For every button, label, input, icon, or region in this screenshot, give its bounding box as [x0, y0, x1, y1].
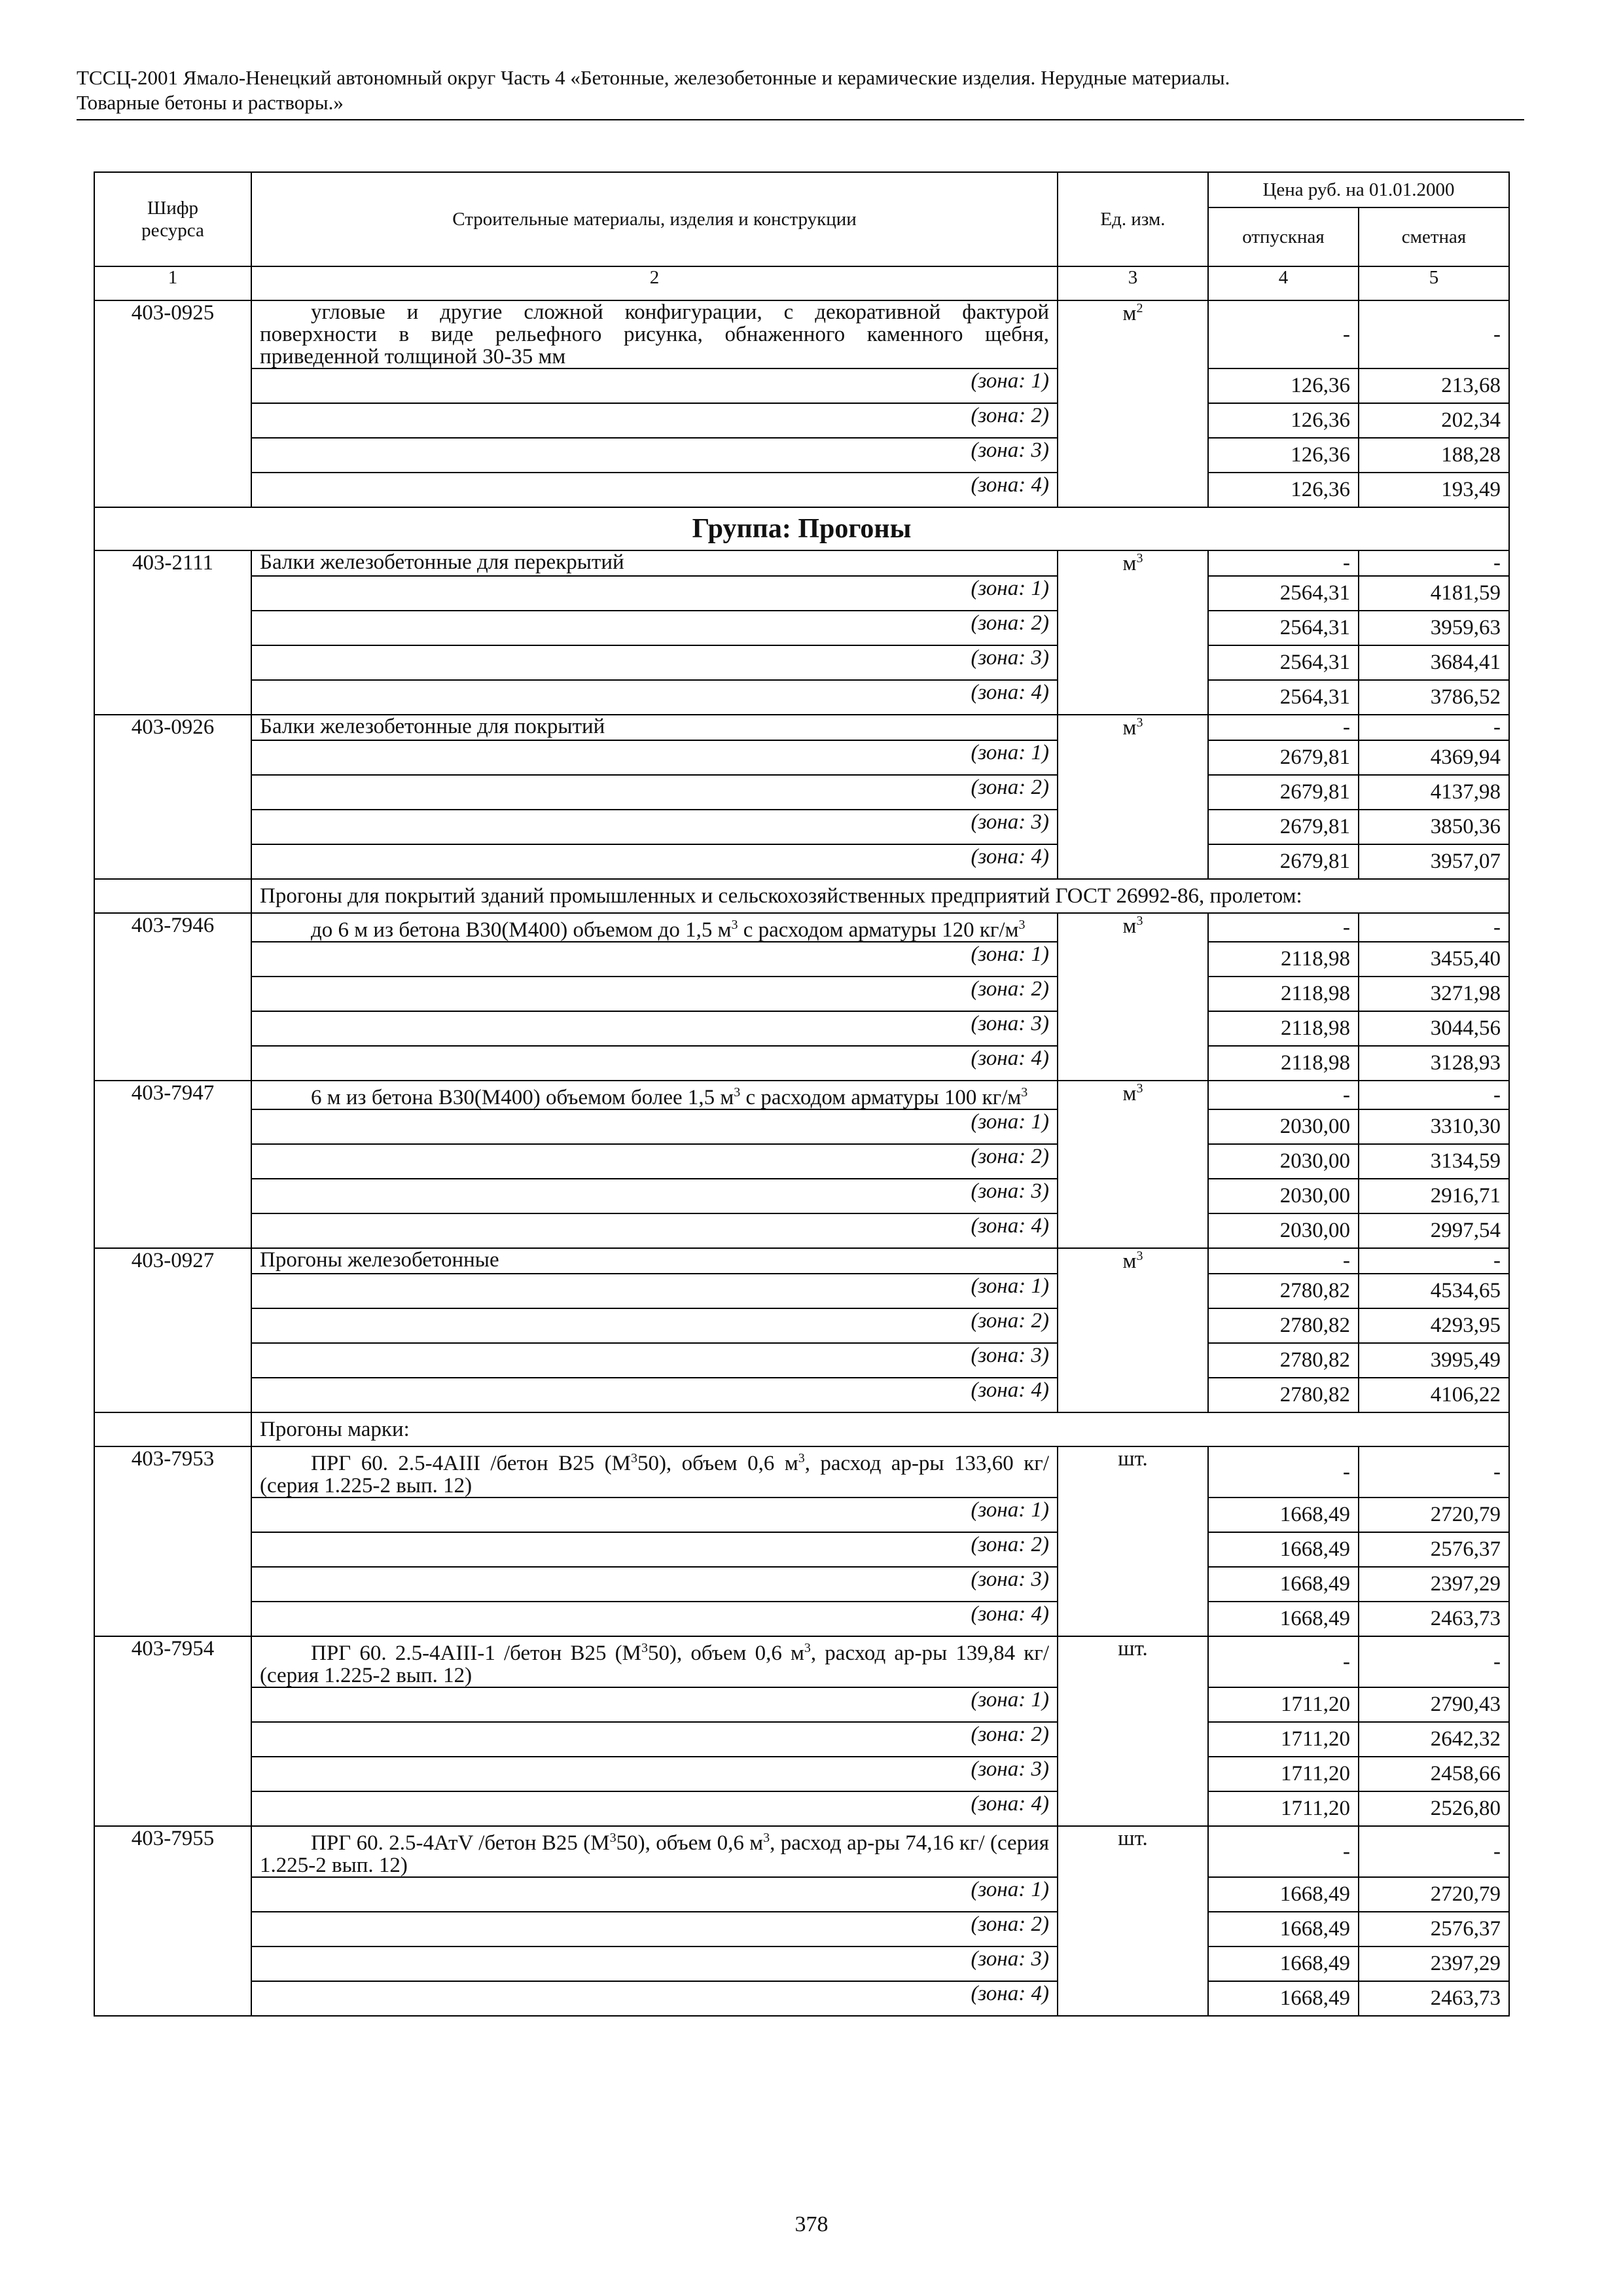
- zone-label: (зона: 1): [251, 942, 1058, 977]
- zone-release-price: 1668,49: [1208, 1912, 1359, 1946]
- zone-release-price: 1668,49: [1208, 1567, 1359, 1602]
- zone-release-price: 2030,00: [1208, 1109, 1359, 1144]
- zone-row: [94, 1877, 1509, 1912]
- zone-estimate-price: 2916,71: [1359, 1179, 1509, 1213]
- zone-label: (зона: 3): [251, 1179, 1058, 1213]
- zone-row: [94, 1378, 1509, 1412]
- zone-label: (зона: 2): [251, 611, 1058, 645]
- zone-row: [94, 1498, 1509, 1532]
- zone-release-price: 2564,31: [1208, 645, 1359, 680]
- zone-row: [94, 403, 1509, 438]
- resource-row: [94, 913, 1509, 942]
- base-estimate-price: -: [1359, 1446, 1509, 1498]
- zone-label: (зона: 2): [251, 1532, 1058, 1567]
- unit-exponent: 3: [1136, 551, 1143, 565]
- base-release-price: -: [1208, 715, 1359, 740]
- col-number-1: 1: [94, 266, 251, 300]
- col-header-name: Строительные материалы, изделия и конструкции: [251, 172, 1058, 266]
- zone-release-price: 1711,20: [1208, 1687, 1359, 1722]
- zone-label: (зона: 3): [251, 1946, 1058, 1981]
- zone-release-price: 2118,98: [1208, 1011, 1359, 1046]
- zone-release-price: 1711,20: [1208, 1757, 1359, 1791]
- zone-estimate-price: 193,49: [1359, 473, 1509, 507]
- zone-row: [94, 844, 1509, 879]
- subgroup-title: Прогоны для покрытий зданий промышленных и сельскохозяйственных предприятий ГОСТ 26992-86, пролетом:: [251, 879, 1509, 913]
- zone-estimate-price: 3957,07: [1359, 844, 1509, 879]
- zone-release-price: 126,36: [1208, 403, 1359, 438]
- unit-of-measure: [1058, 1248, 1208, 1412]
- base-estimate-price: -: [1359, 550, 1509, 576]
- resource-row: [94, 1081, 1509, 1109]
- zone-estimate-price: 3134,59: [1359, 1144, 1509, 1179]
- zone-release-price: 126,36: [1208, 473, 1359, 507]
- document-header: [77, 65, 1524, 120]
- zone-release-price: 1711,20: [1208, 1791, 1359, 1826]
- price-table-body: [94, 300, 1509, 2016]
- zone-estimate-price: 2576,37: [1359, 1912, 1509, 1946]
- zone-estimate-price: 3850,36: [1359, 810, 1509, 844]
- zone-estimate-price: 3310,30: [1359, 1109, 1509, 1144]
- subgroup-spacer: [94, 1412, 251, 1446]
- zone-label: (зона: 1): [251, 576, 1058, 611]
- subgroup-row: [94, 879, 1509, 913]
- zone-estimate-price: 2720,79: [1359, 1877, 1509, 1912]
- zone-estimate-price: 2397,29: [1359, 1567, 1509, 1602]
- base-release-price: -: [1208, 1248, 1359, 1274]
- zone-label: (зона: 3): [251, 438, 1058, 473]
- zone-row: [94, 1144, 1509, 1179]
- zone-release-price: 2564,31: [1208, 680, 1359, 715]
- zone-estimate-price: 4106,22: [1359, 1378, 1509, 1412]
- unit-text: шт.: [1118, 1447, 1148, 1471]
- zone-label: (зона: 3): [251, 1343, 1058, 1378]
- resource-code: 403-7955: [94, 1826, 251, 2016]
- resource-name: до 6 м из бетона В30(М400) объемом до 1,5 $м^3$ с расходом арматуры 120 $кг/м^3$: [251, 913, 1058, 942]
- base-estimate-price: -: [1359, 300, 1509, 368]
- page-number: 378: [794, 2212, 829, 2236]
- zone-estimate-price: 4369,94: [1359, 740, 1509, 775]
- zone-release-price: 1668,49: [1208, 1532, 1359, 1567]
- zone-release-price: 2780,82: [1208, 1343, 1359, 1378]
- zone-estimate-price: 3455,40: [1359, 942, 1509, 977]
- zone-row: [94, 1567, 1509, 1602]
- zone-row: [94, 576, 1509, 611]
- zone-release-price: 2780,82: [1208, 1378, 1359, 1412]
- resource-name: угловые и другие сложной конфигурации, с декоративной фактурой поверхности в виде рельефного рисунка, обнаженного каменного щебня, приведенной толщиной 30-35 мм: [251, 300, 1058, 368]
- base-estimate-price: -: [1359, 715, 1509, 740]
- resource-code: 403-0926: [94, 715, 251, 879]
- resource-code: 403-2111: [94, 550, 251, 715]
- zone-label: (зона: 4): [251, 1213, 1058, 1248]
- group-heading: Группа: Прогоны: [94, 507, 1509, 550]
- base-estimate-price: -: [1359, 913, 1509, 942]
- zone-release-price: 1711,20: [1208, 1722, 1359, 1757]
- col-number-4: 4: [1208, 266, 1359, 300]
- zone-estimate-price: 2526,80: [1359, 1791, 1509, 1826]
- resource-name: Балки железобетонные для покрытий: [251, 715, 1058, 740]
- zone-label: (зона: 1): [251, 740, 1058, 775]
- zone-row: [94, 942, 1509, 977]
- zone-release-price: 2118,98: [1208, 977, 1359, 1011]
- zone-release-price: 2679,81: [1208, 844, 1359, 879]
- zone-estimate-price: 213,68: [1359, 368, 1509, 403]
- base-estimate-price: -: [1359, 1636, 1509, 1687]
- zone-estimate-price: 3786,52: [1359, 680, 1509, 715]
- zone-row: [94, 1981, 1509, 2016]
- subgroup-title: Прогоны марки:: [251, 1412, 1509, 1446]
- base-estimate-price: -: [1359, 1081, 1509, 1109]
- zone-label: (зона: 4): [251, 680, 1058, 715]
- zone-release-price: 1668,49: [1208, 1877, 1359, 1912]
- zone-label: (зона: 4): [251, 1378, 1058, 1412]
- zone-estimate-price: 4181,59: [1359, 576, 1509, 611]
- unit-text: м: [1122, 716, 1137, 740]
- resource-code: 403-7954: [94, 1636, 251, 1826]
- zone-release-price: 2030,00: [1208, 1213, 1359, 1248]
- zone-estimate-price: 2997,54: [1359, 1213, 1509, 1248]
- zone-release-price: 2564,31: [1208, 576, 1359, 611]
- zone-row: [94, 810, 1509, 844]
- zone-release-price: 126,36: [1208, 368, 1359, 403]
- zone-label: (зона: 1): [251, 1687, 1058, 1722]
- zone-label: (зона: 3): [251, 1757, 1058, 1791]
- zone-label: (зона: 1): [251, 368, 1058, 403]
- zone-row: [94, 1532, 1509, 1567]
- zone-row: [94, 1213, 1509, 1248]
- zone-label: (зона: 2): [251, 977, 1058, 1011]
- subgroup-row: [94, 1412, 1509, 1446]
- zone-label: (зона: 4): [251, 844, 1058, 879]
- unit-exponent: 3: [1136, 1081, 1143, 1096]
- zone-row: [94, 473, 1509, 507]
- zone-label: (зона: 2): [251, 1308, 1058, 1343]
- zone-release-price: 126,36: [1208, 438, 1359, 473]
- price-table: [94, 171, 1510, 2017]
- resource-name: ПРГ 60. 2.5-4АтV /бетон В25 $(М^350)$, объем 0,6 $м^3$, расход ар-ры 74,16 кг/ (серия 1.225-2 вып. 12): [251, 1826, 1058, 1877]
- col-number-3: 3: [1058, 266, 1208, 300]
- zone-estimate-price: 4137,98: [1359, 775, 1509, 810]
- resource-name: Прогоны железобетонные: [251, 1248, 1058, 1274]
- resource-name: ПРГ 60. 2.5-4АIII-1 /бетон В25 $(М^350)$, объем 0,6 $м^3$, расход ар-ры 139,84 кг/ (серия 1.225-2 вып. 12): [251, 1636, 1058, 1687]
- zone-estimate-price: 188,28: [1359, 438, 1509, 473]
- zone-label: (зона: 4): [251, 1602, 1058, 1636]
- base-release-price: -: [1208, 550, 1359, 576]
- zone-estimate-price: 4293,95: [1359, 1308, 1509, 1343]
- resource-code: 403-0925: [94, 300, 251, 507]
- zone-row: [94, 740, 1509, 775]
- base-estimate-price: -: [1359, 1248, 1509, 1274]
- resource-name: ПРГ 60. 2.5-4АIII /бетон В25 $(М^350)$, объем 0,6 $м^3$, расход ар-ры 133,60 кг/ (серия 1.225-2 вып. 12): [251, 1446, 1058, 1498]
- zone-release-price: 2118,98: [1208, 1046, 1359, 1081]
- zone-row: [94, 1343, 1509, 1378]
- zone-row: [94, 1687, 1509, 1722]
- unit-exponent: 3: [1136, 715, 1143, 730]
- unit-exponent: 2: [1136, 301, 1143, 315]
- zone-row: [94, 775, 1509, 810]
- zone-label: (зона: 3): [251, 810, 1058, 844]
- unit-text: шт.: [1118, 1637, 1148, 1660]
- zone-row: [94, 1046, 1509, 1081]
- zone-label: (зона: 3): [251, 645, 1058, 680]
- document-title-line-2: Товарные бетоны и растворы.»: [77, 91, 344, 114]
- zone-estimate-price: 202,34: [1359, 403, 1509, 438]
- zone-row: [94, 1109, 1509, 1144]
- unit-text: м: [1122, 1082, 1137, 1105]
- zone-row: [94, 1274, 1509, 1308]
- zone-label: (зона: 4): [251, 1981, 1058, 2016]
- zone-row: [94, 1946, 1509, 1981]
- col-number-2: 2: [251, 266, 1058, 300]
- unit-of-measure: [1058, 1826, 1208, 2016]
- zone-release-price: 2780,82: [1208, 1274, 1359, 1308]
- unit-of-measure: [1058, 1446, 1208, 1636]
- resource-code: 403-0927: [94, 1248, 251, 1412]
- zone-label: (зона: 2): [251, 775, 1058, 810]
- resource-row: [94, 1446, 1509, 1498]
- unit-of-measure: [1058, 550, 1208, 715]
- col-header-price: Цена руб. на 01.01.2000: [1208, 172, 1509, 207]
- zone-row: [94, 1179, 1509, 1213]
- subgroup-spacer: [94, 879, 251, 913]
- col-header-unit: Ед. изм.: [1058, 172, 1208, 266]
- zone-row: [94, 1722, 1509, 1757]
- unit-text: м: [1122, 302, 1137, 325]
- zone-estimate-price: 2790,43: [1359, 1687, 1509, 1722]
- zone-label: (зона: 3): [251, 1011, 1058, 1046]
- base-release-price: -: [1208, 913, 1359, 942]
- zone-row: [94, 645, 1509, 680]
- zone-row: [94, 1757, 1509, 1791]
- zone-estimate-price: 4534,65: [1359, 1274, 1509, 1308]
- base-release-price: -: [1208, 1446, 1359, 1498]
- zone-row: [94, 977, 1509, 1011]
- zone-label: (зона: 2): [251, 1722, 1058, 1757]
- zone-release-price: 1668,49: [1208, 1946, 1359, 1981]
- unit-text: шт.: [1118, 1827, 1148, 1850]
- zone-row: [94, 611, 1509, 645]
- zone-estimate-price: 2720,79: [1359, 1498, 1509, 1532]
- zone-release-price: 2780,82: [1208, 1308, 1359, 1343]
- zone-release-price: 2564,31: [1208, 611, 1359, 645]
- unit-text: м: [1122, 1249, 1137, 1273]
- base-release-price: -: [1208, 300, 1359, 368]
- resource-code: 403-7947: [94, 1081, 251, 1248]
- zone-label: (зона: 1): [251, 1498, 1058, 1532]
- col-number-5: 5: [1359, 266, 1509, 300]
- unit-text: м: [1122, 914, 1137, 938]
- resource-name: 6 м из бетона В30(М400) объемом более 1,5 $м^3$ с расходом арматуры 100 $кг/м^3$: [251, 1081, 1058, 1109]
- zone-row: [94, 1912, 1509, 1946]
- zone-estimate-price: 3995,49: [1359, 1343, 1509, 1378]
- zone-release-price: 2679,81: [1208, 775, 1359, 810]
- zone-row: [94, 680, 1509, 715]
- zone-label: (зона: 4): [251, 473, 1058, 507]
- zone-estimate-price: 3959,63: [1359, 611, 1509, 645]
- zone-label: (зона: 2): [251, 403, 1058, 438]
- col-header-code: Шифр ресурса: [94, 172, 251, 266]
- zone-estimate-price: 2397,29: [1359, 1946, 1509, 1981]
- zone-label: (зона: 4): [251, 1791, 1058, 1826]
- zone-label: (зона: 1): [251, 1877, 1058, 1912]
- resource-code: 403-7946: [94, 913, 251, 1081]
- zone-release-price: 2679,81: [1208, 810, 1359, 844]
- zone-label: (зона: 2): [251, 1912, 1058, 1946]
- unit-text: м: [1122, 552, 1137, 575]
- resource-row: [94, 1826, 1509, 1877]
- zone-label: (зона: 1): [251, 1274, 1058, 1308]
- unit-of-measure: [1058, 1636, 1208, 1826]
- zone-estimate-price: 3684,41: [1359, 645, 1509, 680]
- unit-of-measure: [1058, 913, 1208, 1081]
- resource-row: [94, 550, 1509, 576]
- zone-estimate-price: 2463,73: [1359, 1981, 1509, 2016]
- unit-of-measure: [1058, 715, 1208, 879]
- zone-row: [94, 1011, 1509, 1046]
- base-estimate-price: -: [1359, 1826, 1509, 1877]
- base-release-price: -: [1208, 1826, 1359, 1877]
- zone-release-price: 1668,49: [1208, 1498, 1359, 1532]
- zone-estimate-price: 2463,73: [1359, 1602, 1509, 1636]
- zone-label: (зона: 3): [251, 1567, 1058, 1602]
- zone-label: (зона: 1): [251, 1109, 1058, 1144]
- zone-estimate-price: 3128,93: [1359, 1046, 1509, 1081]
- zone-row: [94, 1791, 1509, 1826]
- zone-estimate-price: 3044,56: [1359, 1011, 1509, 1046]
- unit-exponent: 3: [1136, 914, 1143, 928]
- zone-row: [94, 1602, 1509, 1636]
- zone-label: (зона: 2): [251, 1144, 1058, 1179]
- resource-code: 403-7953: [94, 1446, 251, 1636]
- zone-estimate-price: 2576,37: [1359, 1532, 1509, 1567]
- zone-row: [94, 438, 1509, 473]
- resource-row: [94, 1636, 1509, 1687]
- base-release-price: -: [1208, 1081, 1359, 1109]
- resource-row: [94, 715, 1509, 740]
- zone-release-price: 1668,49: [1208, 1602, 1359, 1636]
- unit-exponent: 3: [1136, 1249, 1143, 1263]
- group-heading-row: [94, 507, 1509, 550]
- zone-release-price: 2030,00: [1208, 1179, 1359, 1213]
- col-header-release-price: отпускная: [1208, 207, 1359, 266]
- zone-release-price: 2030,00: [1208, 1144, 1359, 1179]
- zone-release-price: 1668,49: [1208, 1981, 1359, 2016]
- resource-row: [94, 300, 1509, 368]
- zone-release-price: 2679,81: [1208, 740, 1359, 775]
- zone-estimate-price: 3271,98: [1359, 977, 1509, 1011]
- col-header-estimate-price: сметная: [1359, 207, 1509, 266]
- document-title-line-1: ТССЦ-2001 Ямало-Ненецкий автономный округ Часть 4 «Бетонные, железобетонные и керамические изделия. Нерудные материалы.: [77, 66, 1230, 89]
- unit-of-measure: [1058, 1081, 1208, 1248]
- unit-of-measure: [1058, 300, 1208, 507]
- resource-row: [94, 1248, 1509, 1274]
- zone-estimate-price: 2458,66: [1359, 1757, 1509, 1791]
- zone-release-price: 2118,98: [1208, 942, 1359, 977]
- resource-name: Балки железобетонные для перекрытий: [251, 550, 1058, 576]
- zone-row: [94, 368, 1509, 403]
- zone-label: (зона: 4): [251, 1046, 1058, 1081]
- base-release-price: -: [1208, 1636, 1359, 1687]
- zone-estimate-price: 2642,32: [1359, 1722, 1509, 1757]
- zone-row: [94, 1308, 1509, 1343]
